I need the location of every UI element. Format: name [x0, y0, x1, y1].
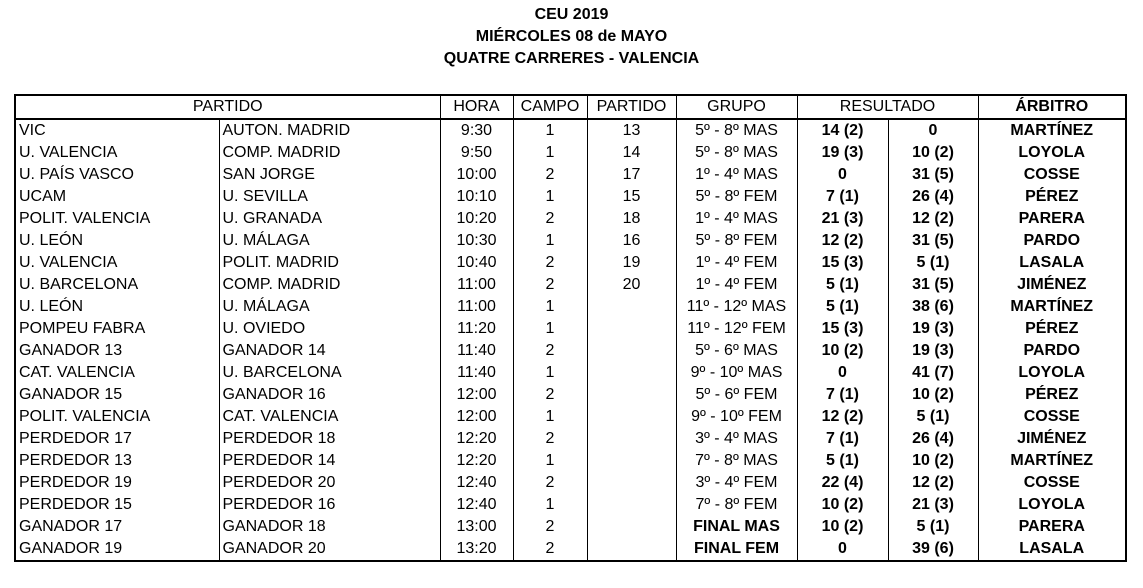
hora-cell: 11:40 [440, 340, 513, 362]
score2-cell: 0 [888, 119, 978, 142]
grupo-cell: 7º - 8º MAS [676, 450, 797, 472]
grupo-cell: 5º - 8º FEM [676, 230, 797, 252]
campo-cell: 2 [513, 274, 587, 296]
grupo-cell: 11º - 12º MAS [676, 296, 797, 318]
event-date: MIÉRCOLES 08 de MAYO [475, 28, 668, 45]
team2-cell: U. MÁLAGA [219, 296, 440, 318]
hora-cell: 13:20 [440, 538, 513, 561]
grupo-cell: 5º - 8º MAS [676, 119, 797, 142]
score1-cell: 22 (4) [797, 472, 888, 494]
score2-cell: 31 (5) [888, 230, 978, 252]
team1-cell: POMPEU FABRA [19, 320, 146, 337]
score1-cell: 12 (2) [797, 230, 888, 252]
campo-cell: 2 [513, 384, 587, 406]
campo-cell: 1 [513, 230, 587, 252]
campo-cell: 2 [513, 252, 587, 274]
team2-cell: SAN JORGE [219, 164, 440, 186]
grupo-cell: 5º - 8º MAS [676, 142, 797, 164]
team1-cell: PERDEDOR 13 [19, 452, 132, 469]
grupo-cell: 5º - 6º FEM [676, 384, 797, 406]
schedule-table-wrap [14, 94, 1127, 562]
header-resultado: RESULTADO [797, 95, 978, 119]
campo-cell: 2 [513, 538, 587, 561]
score2-cell: 19 (3) [888, 340, 978, 362]
campo-cell: 2 [513, 340, 587, 362]
header-partido-num: PARTIDO [587, 95, 676, 119]
header-partido: PARTIDO [15, 95, 440, 119]
arbitro-cell: MARTÍNEZ [978, 450, 1126, 472]
header-arbitro: ÁRBITRO [978, 95, 1126, 119]
team2-cell: U. MÁLAGA [219, 230, 440, 252]
hora-cell: 12:00 [440, 406, 513, 428]
table-row [15, 362, 1126, 384]
arbitro-cell: PÉREZ [978, 318, 1126, 340]
team2-cell: GANADOR 18 [219, 516, 440, 538]
table-row [15, 252, 1126, 274]
score1-cell: 5 (1) [797, 296, 888, 318]
hora-cell: 9:30 [440, 119, 513, 142]
partido-number-cell [587, 538, 676, 561]
score1-cell: 7 (1) [797, 186, 888, 208]
team1-cell: POLIT. VALENCIA [19, 408, 151, 425]
hora-cell: 11:00 [440, 274, 513, 296]
score1-cell: 19 (3) [797, 142, 888, 164]
campo-cell: 2 [513, 516, 587, 538]
partido-number-cell [587, 428, 676, 450]
campo-cell: 1 [513, 296, 587, 318]
team1-cell: CAT. VALENCIA [19, 364, 135, 381]
grupo-cell: 9º - 10º FEM [676, 406, 797, 428]
hora-cell: 10:00 [440, 164, 513, 186]
arbitro-cell: JIMÉNEZ [978, 274, 1126, 296]
grupo-cell: 1º - 4º MAS [676, 208, 797, 230]
team2-cell: U. GRANADA [219, 208, 440, 230]
score1-cell: 7 (1) [797, 428, 888, 450]
score2-cell: 41 (7) [888, 362, 978, 384]
arbitro-cell: COSSE [978, 472, 1126, 494]
score1-cell: 15 (3) [797, 252, 888, 274]
table-row [15, 208, 1126, 230]
partido-number-cell [587, 406, 676, 428]
grupo-cell: 7º - 8º FEM [676, 494, 797, 516]
table-row [15, 230, 1126, 252]
score2-cell: 38 (6) [888, 296, 978, 318]
score1-cell: 5 (1) [797, 450, 888, 472]
team2-cell: AUTON. MADRID [219, 119, 440, 142]
score1-cell: 0 [797, 362, 888, 384]
score2-cell: 5 (1) [888, 252, 978, 274]
partido-number-cell: 14 [587, 142, 676, 164]
grupo-cell: 1º - 4º FEM [676, 252, 797, 274]
partido-number-cell: 13 [587, 119, 676, 142]
campo-cell: 1 [513, 406, 587, 428]
hora-cell: 10:20 [440, 208, 513, 230]
arbitro-cell: COSSE [978, 164, 1126, 186]
grupo-cell: 1º - 4º MAS [676, 164, 797, 186]
team1-cell: U. VALENCIA [19, 144, 118, 161]
arbitro-cell: LOYOLA [978, 362, 1126, 384]
team2-cell: POLIT. MADRID [219, 252, 440, 274]
score1-cell: 0 [797, 164, 888, 186]
partido-number-cell [587, 318, 676, 340]
table-header-row [15, 95, 1126, 119]
grupo-cell: 3º - 4º FEM [676, 472, 797, 494]
score2-cell: 26 (4) [888, 186, 978, 208]
table-row [15, 538, 1126, 561]
score1-cell: 10 (2) [797, 516, 888, 538]
event-title: CEU 2019 [534, 6, 609, 23]
team1-cell: POLIT. VALENCIA [19, 210, 151, 227]
team1-cell: UCAM [19, 188, 67, 205]
team2-cell: PERDEDOR 16 [219, 494, 440, 516]
hora-cell: 10:10 [440, 186, 513, 208]
partido-number-cell [587, 362, 676, 384]
score2-cell: 10 (2) [888, 450, 978, 472]
grupo-cell: 3º - 4º MAS [676, 428, 797, 450]
team2-cell: GANADOR 20 [219, 538, 440, 561]
team1-cell: PERDEDOR 19 [19, 474, 132, 491]
score1-cell: 0 [797, 538, 888, 561]
score2-cell: 5 (1) [888, 516, 978, 538]
team2-cell: CAT. VALENCIA [219, 406, 440, 428]
hora-cell: 9:50 [440, 142, 513, 164]
team2-cell: GANADOR 16 [219, 384, 440, 406]
hora-cell: 12:00 [440, 384, 513, 406]
table-row [15, 296, 1126, 318]
hora-cell: 10:30 [440, 230, 513, 252]
score1-cell: 14 (2) [797, 119, 888, 142]
campo-cell: 2 [513, 428, 587, 450]
score2-cell: 21 (3) [888, 494, 978, 516]
hora-cell: 11:00 [440, 296, 513, 318]
team1-cell: VIC [19, 122, 46, 139]
partido-number-cell: 19 [587, 252, 676, 274]
hora-cell: 12:40 [440, 472, 513, 494]
team2-cell: PERDEDOR 20 [219, 472, 440, 494]
campo-cell: 1 [513, 494, 587, 516]
grupo-cell: 11º - 12º FEM [676, 318, 797, 340]
grupo-cell: FINAL MAS [676, 516, 797, 538]
score1-cell: 7 (1) [797, 384, 888, 406]
table-row [15, 119, 1126, 142]
hora-cell: 11:20 [440, 318, 513, 340]
team1-cell: GANADOR 19 [19, 540, 123, 557]
campo-cell: 2 [513, 208, 587, 230]
partido-number-cell [587, 494, 676, 516]
team2-cell: U. OVIEDO [219, 318, 440, 340]
score2-cell: 12 (2) [888, 208, 978, 230]
score2-cell: 10 (2) [888, 384, 978, 406]
table-row [15, 384, 1126, 406]
campo-cell: 2 [513, 164, 587, 186]
partido-number-cell: 16 [587, 230, 676, 252]
score1-cell: 21 (3) [797, 208, 888, 230]
partido-number-cell: 18 [587, 208, 676, 230]
team1-cell: GANADOR 13 [19, 342, 123, 359]
table-row [15, 472, 1126, 494]
score2-cell: 39 (6) [888, 538, 978, 561]
arbitro-cell: MARTÍNEZ [978, 119, 1126, 142]
team2-cell: GANADOR 14 [219, 340, 440, 362]
table-row [15, 516, 1126, 538]
score2-cell: 31 (5) [888, 164, 978, 186]
header-campo: CAMPO [513, 95, 587, 119]
team2-cell: U. BARCELONA [219, 362, 440, 384]
table-row [15, 274, 1126, 296]
team1-cell: U. PAÍS VASCO [19, 166, 134, 183]
arbitro-cell: JIMÉNEZ [978, 428, 1126, 450]
partido-number-cell [587, 340, 676, 362]
partido-number-cell: 17 [587, 164, 676, 186]
team1-cell: GANADOR 17 [19, 518, 123, 535]
team2-cell: PERDEDOR 14 [219, 450, 440, 472]
campo-cell: 1 [513, 450, 587, 472]
campo-cell: 1 [513, 186, 587, 208]
arbitro-cell: LASALA [978, 538, 1126, 561]
team2-cell: COMP. MADRID [219, 274, 440, 296]
table-row [15, 164, 1126, 186]
campo-cell: 2 [513, 472, 587, 494]
team1-cell: U. LEÓN [19, 298, 84, 315]
score2-cell: 5 (1) [888, 406, 978, 428]
score1-cell: 10 (2) [797, 494, 888, 516]
team1-cell: U. VALENCIA [19, 254, 118, 271]
arbitro-cell: PARDO [978, 340, 1126, 362]
table-row [15, 428, 1126, 450]
partido-number-cell [587, 516, 676, 538]
arbitro-cell: PARERA [978, 208, 1126, 230]
team1-cell: U. LEÓN [19, 232, 84, 249]
score2-cell: 10 (2) [888, 142, 978, 164]
score1-cell: 5 (1) [797, 274, 888, 296]
team1-cell: PERDEDOR 17 [19, 430, 132, 447]
header-hora: HORA [440, 95, 513, 119]
grupo-cell: 5º - 6º MAS [676, 340, 797, 362]
grupo-cell: 9º - 10º MAS [676, 362, 797, 384]
hora-cell: 10:40 [440, 252, 513, 274]
table-row [15, 406, 1126, 428]
campo-cell: 1 [513, 318, 587, 340]
score1-cell: 15 (3) [797, 318, 888, 340]
campo-cell: 1 [513, 362, 587, 384]
score2-cell: 19 (3) [888, 318, 978, 340]
partido-number-cell [587, 384, 676, 406]
schedule-table [14, 94, 1127, 562]
arbitro-cell: PÉREZ [978, 384, 1126, 406]
grupo-cell: 5º - 8º FEM [676, 186, 797, 208]
team2-cell: COMP. MADRID [219, 142, 440, 164]
table-row [15, 186, 1126, 208]
score1-cell: 12 (2) [797, 406, 888, 428]
arbitro-cell: LASALA [978, 252, 1126, 274]
team2-cell: PERDEDOR 18 [219, 428, 440, 450]
table-row [15, 494, 1126, 516]
score1-cell: 10 (2) [797, 340, 888, 362]
hora-cell: 12:40 [440, 494, 513, 516]
arbitro-cell: LOYOLA [978, 494, 1126, 516]
page-header [0, 0, 1143, 70]
arbitro-cell: COSSE [978, 406, 1126, 428]
event-venue: QUATRE CARRERES - VALENCIA [443, 50, 700, 67]
table-row [15, 340, 1126, 362]
score2-cell: 12 (2) [888, 472, 978, 494]
score2-cell: 31 (5) [888, 274, 978, 296]
hora-cell: 13:00 [440, 516, 513, 538]
table-row [15, 450, 1126, 472]
team2-cell: U. SEVILLA [219, 186, 440, 208]
arbitro-cell: LOYOLA [978, 142, 1126, 164]
hora-cell: 12:20 [440, 450, 513, 472]
team1-cell: U. BARCELONA [19, 276, 139, 293]
partido-number-cell [587, 472, 676, 494]
hora-cell: 11:40 [440, 362, 513, 384]
header-grupo: GRUPO [676, 95, 797, 119]
grupo-cell: 1º - 4º FEM [676, 274, 797, 296]
hora-cell: 12:20 [440, 428, 513, 450]
arbitro-cell: PARDO [978, 230, 1126, 252]
partido-number-cell: 20 [587, 274, 676, 296]
partido-number-cell [587, 296, 676, 318]
table-row [15, 318, 1126, 340]
arbitro-cell: MARTÍNEZ [978, 296, 1126, 318]
campo-cell: 1 [513, 119, 587, 142]
table-body [15, 119, 1126, 561]
partido-number-cell [587, 450, 676, 472]
partido-number-cell: 15 [587, 186, 676, 208]
score2-cell: 26 (4) [888, 428, 978, 450]
table-row [15, 142, 1126, 164]
team1-cell: GANADOR 15 [19, 386, 123, 403]
campo-cell: 1 [513, 142, 587, 164]
arbitro-cell: PARERA [978, 516, 1126, 538]
team1-cell: PERDEDOR 15 [19, 496, 132, 513]
arbitro-cell: PÉREZ [978, 186, 1126, 208]
grupo-cell: FINAL FEM [676, 538, 797, 561]
